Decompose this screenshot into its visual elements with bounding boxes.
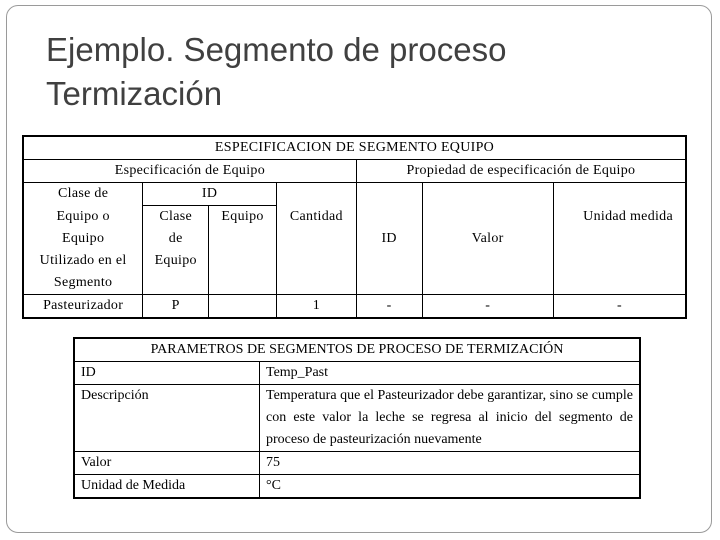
param-label-unidad: Unidad de Medida xyxy=(74,475,260,499)
header-prop-id: ID xyxy=(356,228,422,250)
equipment-spec-table xyxy=(22,135,687,319)
cell-prop-id: - xyxy=(356,295,422,319)
header-unidad-top xyxy=(553,183,686,206)
param-label-id: ID xyxy=(74,362,260,385)
table-row xyxy=(74,362,640,385)
param-value-descripcion: Temperatura que el Pasteurizador debe garantizar, sino se cumple con este valor la leche se regresa al inicio del segmento de proceso de pasteurización nuevamente xyxy=(260,385,641,452)
header-clase-equipo-line-3: Equipo xyxy=(143,250,209,272)
header-unidad-medida: Unidad medida xyxy=(553,206,686,229)
header-especificacion-equipo: Especificación de Equipo xyxy=(23,160,356,183)
param-value-unidad: °C xyxy=(260,475,641,499)
param-value-id: Temp_Past xyxy=(260,362,641,385)
header-cantidad-top xyxy=(276,183,356,206)
header-clase-equipo-line-2: de xyxy=(143,228,209,250)
header-id-group: ID xyxy=(143,183,277,206)
param-label-valor: Valor xyxy=(74,452,260,475)
cell-clase: Pasteurizador xyxy=(23,295,143,319)
slide-title-line-1: Ejemplo. Segmento de proceso xyxy=(46,31,507,68)
header-clase-equipo-line-1: Clase xyxy=(143,206,209,229)
header-valor-top xyxy=(422,183,553,206)
header-clase-line-2: Equipo o xyxy=(23,206,143,229)
header-equipo: Equipo xyxy=(209,206,277,229)
param-table-caption: PARAMETROS DE SEGMENTOS DE PROCESO DE TERMIZACIÓN xyxy=(74,338,640,362)
cell-unidad: - xyxy=(553,295,686,319)
header-clase-line-4: Utilizado en el xyxy=(23,250,143,272)
param-label-descripcion: Descripción xyxy=(74,385,260,452)
header-valor: Valor xyxy=(422,228,553,250)
table-row xyxy=(74,385,640,452)
cell-clase-equipo: P xyxy=(143,295,209,319)
header-propiedad-especificacion: Propiedad de especificación de Equipo xyxy=(356,160,686,183)
spec-table-caption: ESPECIFICACION DE SEGMENTO EQUIPO xyxy=(23,136,686,160)
header-clase-line-5: Segmento xyxy=(23,272,143,295)
header-clase-line-3: Equipo xyxy=(23,228,143,250)
cell-cantidad: 1 xyxy=(276,295,356,319)
table-row xyxy=(74,475,640,499)
cell-equipo xyxy=(209,295,277,319)
header-prop-id-top xyxy=(356,183,422,206)
slide-title-line-2: Termización xyxy=(46,75,223,112)
header-cantidad: Cantidad xyxy=(276,206,356,229)
table-row xyxy=(74,452,640,475)
table-row xyxy=(23,295,686,319)
header-clase-line-1: Clase de xyxy=(23,183,143,206)
param-value-valor: 75 xyxy=(260,452,641,475)
slide-title xyxy=(46,28,506,116)
cell-valor: - xyxy=(422,295,553,319)
process-parameters-table xyxy=(73,337,641,499)
